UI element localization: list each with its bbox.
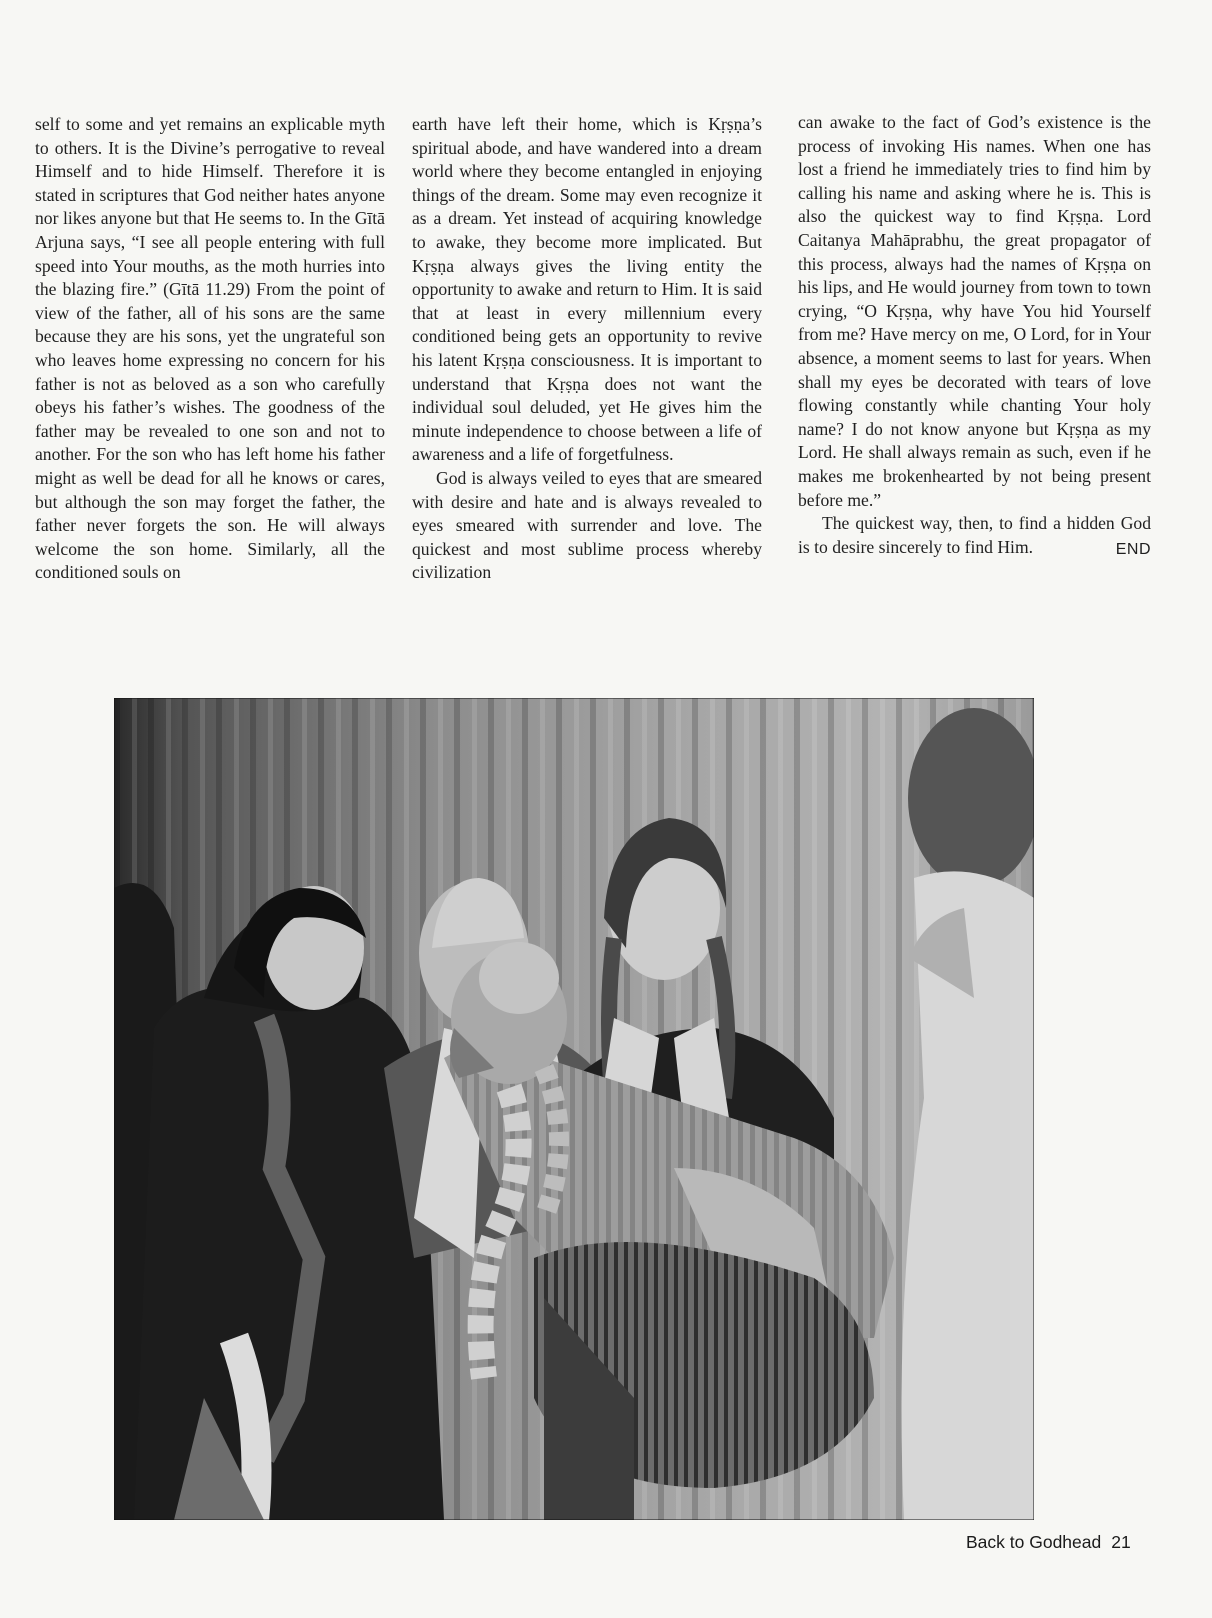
closing-paragraph (798, 512, 1151, 559)
paragraph: earth have left their home, which is Kṛṣṇa’s spiritual abode, and have wandered into a dream world where they become entangled in enjoying things of the dream. Some may even recognize it as a dream. Yet instead of acquiring knowledge to awake, they become more implicated. But Kṛṣṇa always gives the living entity the opportunity to awake and return to Him. It is said that at least in every millennium every conditioned being gets an opportunity to revive his latent Kṛṣṇa consciousness. It is important to understand that Kṛṣṇa does not want the individual soul deluded, yet He gives him the minute independence to choose between a life of awareness and a life of forgetfulness. (412, 114, 762, 465)
paragraph-text: The quickest way, then, to find a hidden God is to desire sincerely to find Him. (798, 513, 1151, 557)
publication-name: Back to Godhead (966, 1532, 1102, 1552)
article-column-3 (798, 111, 1151, 561)
page-footer (966, 1532, 1131, 1553)
article-column-1 (35, 113, 385, 585)
page-number: 21 (1111, 1532, 1131, 1552)
kirtan-photograph (114, 698, 1034, 1520)
end-mark: END (1115, 540, 1151, 558)
paragraph: can awake to the fact of God’s existence is the process of invoking His names. When one has lost a friend he immediately tries to find him by calling his name and asking where he is. This is also the quickest way to find Kṛṣṇa. Lord Caitanya Mahāprabhu, the great propagator of this process, always had the names of Kṛṣṇa on his lips, and He would journey from town to town crying, “O Kṛṣṇa, why have You hid Yourself from me? Have mercy on me, O Lord, for in Your absence, a moment seems to last for years. When shall my eyes be decorated with tears of love flowing constantly while chanting Your holy name? I do not know anyone but Kṛṣṇa as my Lord. He shall always remain as such, even if he makes me brokenhearted by not being present before me.” (798, 112, 1151, 510)
article-column-2 (412, 113, 762, 585)
paragraph: self to some and yet remains an explicable myth to others. It is the Divine’s perrogative to reveal Himself and to hide Himself. Therefore it is stated in scriptures that God neither hates anyone nor likes anyone but that He seems to. In the Gītā Arjuna says, “I see all people entering with full speed into Your mouths, as the moth hurries into the blazing fire.” (Gītā 11.29) From the point of view of the father, all of his sons are the same because they are his sons, yet the ungrateful son who leaves home expressing no concern for his father is not as beloved as a son who carefully obeys his father’s wishes. The goodness of the father may be revealed to one son and not to another. For the son who has left home his father might as well be dead for all he knows or cares, but although the son may forget the father, the father never forgets the son. He will always welcome the son home. Similarly, all the conditioned souls on (35, 114, 385, 583)
paragraph: God is always veiled to eyes that are smeared with desire and hate and is always revealed to eyes smeared with surrender and love. The quickest and most sublime process whereby civilization (412, 467, 762, 583)
